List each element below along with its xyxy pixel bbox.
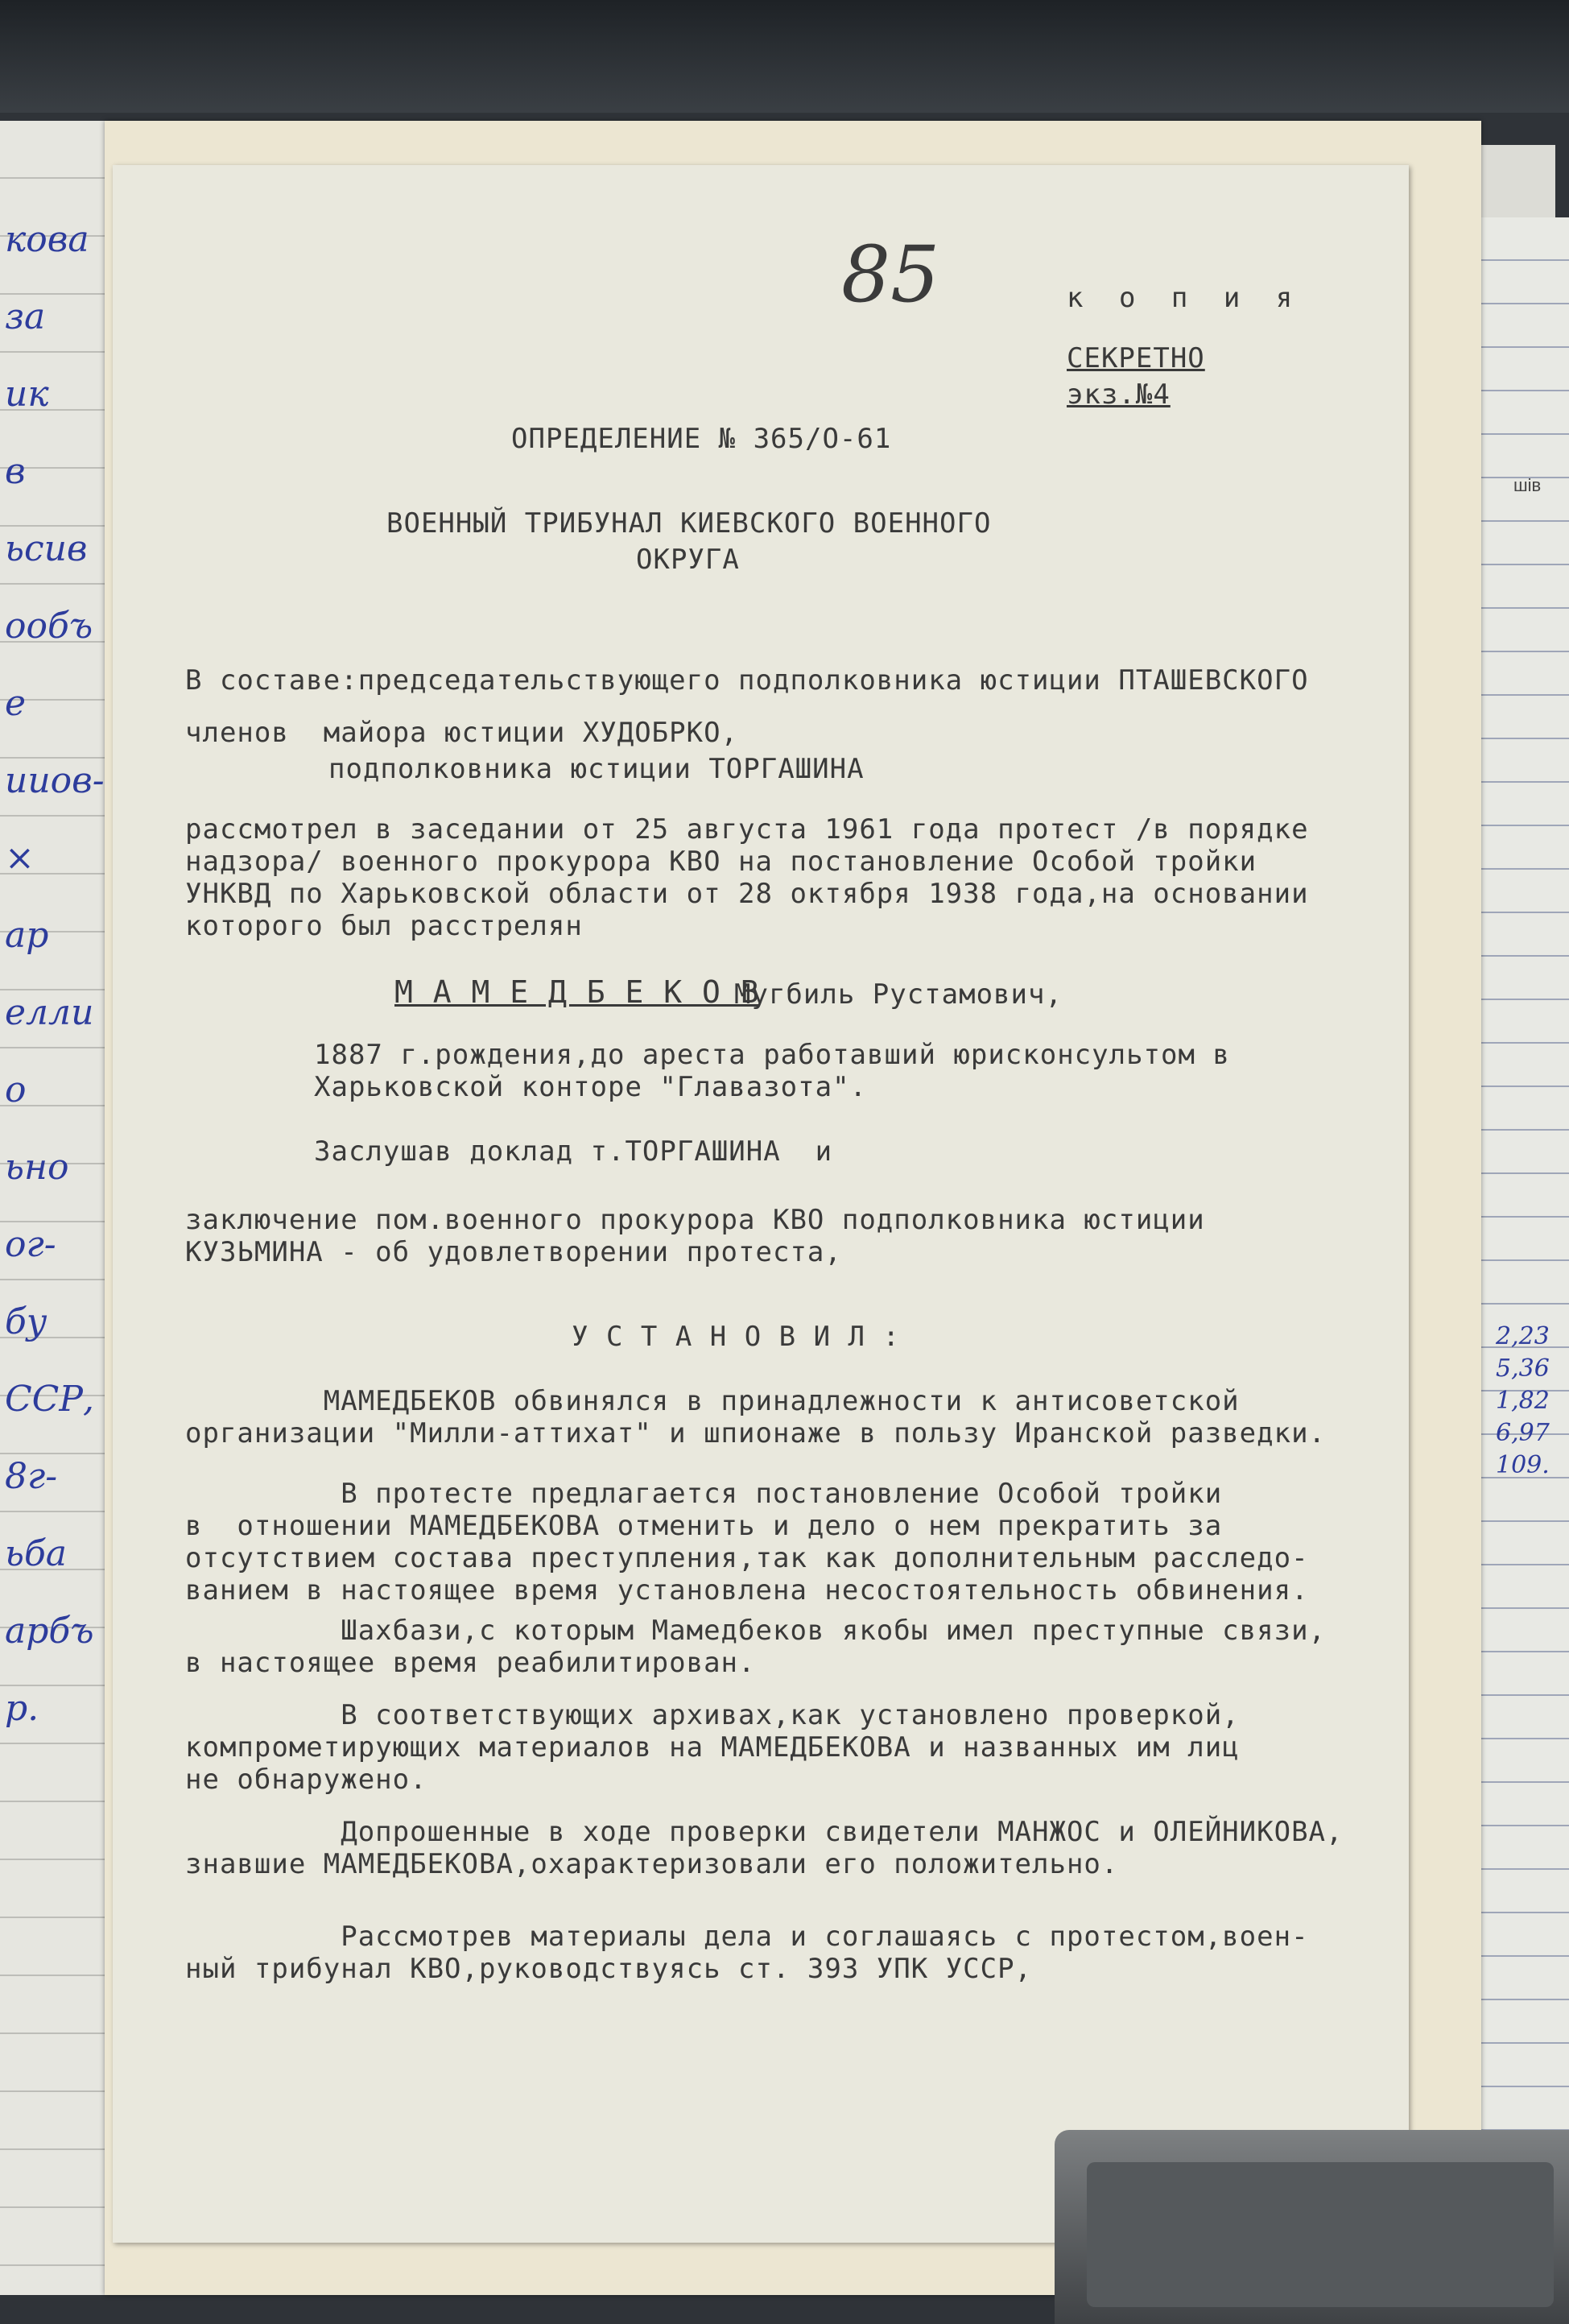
right-margin-note: 109. (1496, 1451, 1550, 1479)
left-margin-note: бу (5, 1301, 47, 1342)
person-surname: М А М Е Д Б Е К О В (394, 974, 760, 1010)
paragraph-4-line: В соответствующих архивах,как установлено проверкой, (185, 1699, 1240, 1731)
composition-line-1: В составе:председательствующего подполковника юстиции ПТАШЕВСКОГО (185, 664, 1309, 697)
left-margin-note: ог- (5, 1224, 56, 1265)
composition-line-2: членов майора юстиции ХУДОБРКО, (185, 717, 739, 749)
paragraph-4-line: не обнаружено. (185, 1764, 427, 1796)
conclusion-line-1: заключение пом.военного прокурора КВО подполковника юстиции (185, 1204, 1205, 1236)
right-margin-note: 6,97 (1496, 1419, 1550, 1447)
document-page (113, 165, 1409, 2243)
considered-line-3: УНКВД по Харьковской области от 28 октября 1938 года,на основании (185, 878, 1309, 910)
paragraph-5-line: знавшие МАМЕДБЕКОВА,охарактеризовали его положительно. (185, 1848, 1119, 1880)
stamp-copy: к о п и я (1067, 282, 1303, 314)
paragraph-6-line: ный трибунал КВО,руководствуясь ст. 393 УПК УССР, (185, 1953, 1033, 1985)
left-margin-note: е (5, 683, 27, 724)
right-margin-note: 2,23 (1496, 1322, 1550, 1350)
tribunal-line-1: ВОЕННЫЙ ТРИБУНАЛ КИЕВСКОГО ВОЕННОГО (386, 507, 992, 540)
conclusion-line-2: КУЗЬМИНА - об удовлетворении протеста, (185, 1236, 842, 1268)
paragraph-4-line: компрометирующих материалов на МАМЕДБЕКОВА и названных им лиц (185, 1731, 1240, 1764)
paragraph-2-line: В протесте предлагается постановление Особой тройки (185, 1478, 1223, 1510)
left-margin-note: ьно (5, 1147, 69, 1188)
considered-line-4: которого был расстрелян (185, 910, 583, 942)
heard-line: Заслушав доклад т.ТОРГАШИНА и (314, 1135, 833, 1168)
scanner-background (0, 0, 1569, 113)
left-margin-note: ар (5, 915, 49, 956)
stamp-copy-number: экз.№4 (1067, 378, 1171, 411)
left-margin-note: арбъ (5, 1611, 94, 1652)
right-lined-sheet (1481, 217, 1569, 2166)
binder-clip (1055, 2130, 1569, 2324)
person-details-2: Харьковской конторе "Главазота". (314, 1071, 868, 1103)
left-margin-note: × (5, 837, 35, 879)
left-margin-note: ик (5, 374, 49, 415)
right-margin-word: шів (1513, 475, 1542, 495)
paragraph-2-line: в отношении МАМЕДБЕКОВА отменить и дело о нем прекратить за (185, 1510, 1223, 1542)
paragraph-3-line: Шахбази,с которым Мамедбеков якобы имел преступные связи, (185, 1615, 1327, 1647)
considered-line-1: рассмотрел в заседании от 25 августа 1961 года протест /в порядке (185, 813, 1309, 846)
folio-number: 85 (841, 230, 940, 320)
left-margin-note: 8г- (5, 1456, 58, 1497)
established-heading: У С Т А Н О В И Л : (572, 1321, 900, 1353)
left-margin-note: ьсив (5, 528, 88, 569)
paragraph-2-line: ванием в настоящее время установлена несостоятельность обвинения. (185, 1574, 1309, 1607)
paragraph-2-line: отсутствием состава преступления,так как дополнительным расследо- (185, 1542, 1309, 1574)
person-details-1: 1887 г.рождения,до ареста работавший юрисконсультом в (314, 1039, 1230, 1071)
right-margin-note: 5,36 (1496, 1354, 1550, 1383)
right-margin-note: 1,82 (1496, 1387, 1550, 1415)
paragraph-3-line: в настоящее время реабилитирован. (185, 1647, 756, 1679)
left-margin-note: р. (5, 1688, 39, 1729)
paragraph-1-line: МАМЕДБЕКОВ обвинялся в принадлежности к антисоветской (185, 1385, 1240, 1417)
left-margin-note: за (5, 296, 46, 337)
document-title: ОПРЕДЕЛЕНИЕ № 365/О-61 (511, 423, 892, 455)
left-margin-note: ьба (5, 1533, 68, 1574)
left-margin-note: ииов- (5, 760, 105, 801)
left-margin-note: кова (5, 219, 89, 260)
paragraph-5-line: Допрошенные в ходе проверки свидетели МАНЖОС и ОЛЕЙНИКОВА, (185, 1816, 1344, 1848)
left-margin-notes (0, 201, 105, 1747)
left-margin-note: ССР, (5, 1379, 94, 1420)
right-margin-notes (1496, 1321, 1550, 1482)
composition-line-3: подполковника юстиции ТОРГАШИНА (328, 753, 865, 785)
left-margin-note: в (5, 451, 26, 492)
left-margin-note: елли (5, 992, 94, 1033)
tribunal-line-2: ОКРУГА (636, 544, 740, 576)
stamp-secret: СЕКРЕТНО (1067, 342, 1205, 374)
person-name: Мугбиль Рустамович, (734, 978, 1063, 1011)
left-margin-note: о (5, 1069, 27, 1110)
paragraph-6-line: Рассмотрев материалы дела и соглашаясь с протестом,воен- (185, 1921, 1309, 1953)
paragraph-1-line: организации "Милли-аттихат" и шпионаже в пользу Иранской разведки. (185, 1417, 1327, 1449)
considered-line-2: надзора/ военного прокурора КВО на постановление Особой тройки (185, 846, 1257, 878)
left-margin-note: ообъ (5, 606, 93, 647)
